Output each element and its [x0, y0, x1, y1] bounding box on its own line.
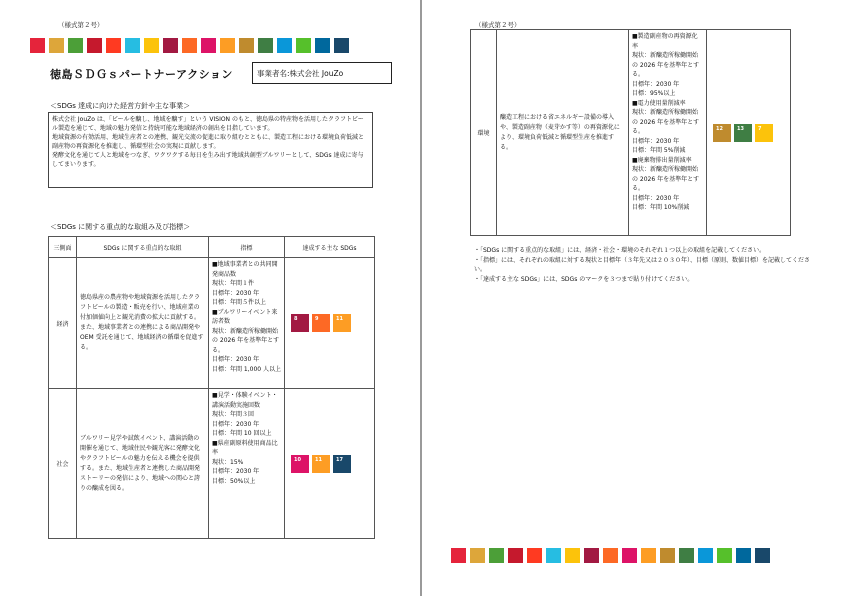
- sdg-goal-8-icon: 8: [291, 314, 309, 332]
- sdg-goal-11-icon: 11: [312, 455, 330, 473]
- indicator-text: ■地域事業者との共同開発商品数 現状：年間１件 目標年：2030 年 目標：年間５件以上 ■ブルワリーイベント来訪者数 現状：新醸造所稼働開始の 2026 年を基準年とする。 目標年：2030 年 目標：年間 1,000 人以上: [212, 261, 281, 373]
- sdg-goal-13-icon: 13: [734, 124, 752, 142]
- table-row: [49, 389, 375, 539]
- sdg-goal-12-icon: 12: [713, 124, 731, 142]
- sdg-color-square: [451, 548, 466, 563]
- sdg-color-square: [106, 38, 121, 53]
- notes: [474, 246, 819, 284]
- note-item: ・「指標」には、それぞれの取組に対する現状と目標年（３年先又は２０３０年）、目標（原則、数値目標）を記載してください。: [474, 256, 811, 273]
- sdg-color-square: [717, 548, 732, 563]
- sdg-color-square: [182, 38, 197, 53]
- sdg-color-square: [641, 548, 656, 563]
- sdg-icons-cell: [285, 389, 375, 539]
- page-right: [423, 0, 842, 596]
- actions-table: [48, 236, 375, 539]
- sdg-color-square: [68, 38, 83, 53]
- sdg-color-square: [49, 38, 64, 53]
- effort-cell: 醸造工程における省エネルギー設備の導入や、製造副産物（麦芽かす等）の再資源化により、環境負荷低減と循環型生産を推進する。: [497, 30, 629, 236]
- note-item: ・「SDGs に関する重点的な取組」には、経済・社会・環境のそれぞれ１つ以上の取組を記載してください。: [474, 247, 766, 254]
- sdg-color-square: [508, 548, 523, 563]
- sdg-color-square: [679, 548, 694, 563]
- sdg-color-square: [584, 548, 599, 563]
- sdg-color-square: [296, 38, 311, 53]
- sdg-color-square: [239, 38, 254, 53]
- table-row: [49, 258, 375, 389]
- page-title: 徳島ＳＤＧｓパートナーアクション: [50, 68, 233, 81]
- sdg-color-square: [277, 38, 292, 53]
- header-indicator: 指標: [209, 237, 285, 258]
- sdg-color-square: [470, 548, 485, 563]
- sdg-color-square: [30, 38, 45, 53]
- sdg-goal-17-icon: 17: [333, 455, 351, 473]
- table-row: [471, 30, 791, 236]
- indicator-cell: [209, 258, 285, 389]
- sdg-goal-11-icon: 11: [333, 314, 351, 332]
- sdg-color-square: [565, 548, 580, 563]
- vision-text: 株式会社 JouZo は、「ビールを醸し、地域を醸す」という VISION のもと、徳島県の特産物を活用したクラフトビール製造を通じて、地域の魅力発信と持続可能な地域経済の創出を目指しています。 地域資源の有効活用、地域生産者との連携、観光交流の促進に取り組むとともに、製造工程における環境負荷低減と副産物の再資源化を推進し、循環型社会の実現に貢献します。 発酵文化を通じて人と地域をつなぎ、ワクワクする毎日を生み出す地域共創型ブルワリーとして、SDGs 達成に寄与してまいります。: [48, 112, 373, 188]
- indicator-cell: [629, 30, 707, 236]
- dimension-cell: 社会: [49, 389, 77, 539]
- sdg-color-square: [144, 38, 159, 53]
- sdg-color-square: [660, 548, 675, 563]
- sdg-color-square: [698, 548, 713, 563]
- note-item: ・「達成する主な SDGs」には、SDGs のマークを３つまで貼り付けてください。: [474, 275, 694, 283]
- header-dimension: 三側面: [49, 237, 77, 258]
- effort-cell: 徳島県産の農産物や地域資源を活用したクラフトビールの製造・販売を行い、地域産業の付加価値向上と観光消費の拡大に貢献する。また、地域事業者との連携による商品開発や OEM 受託を通じて、地域経済の循環を促進する。: [77, 258, 209, 389]
- effort-cell: ブルワリー見学や試飲イベント、講演活動の開催を通じて、地域住民や観光客に発酵文化やクラフトビールの魅力を伝える機会を提供する。また、地域生産者と連携した商品開発ストーリーの発信により、地域への関心と誇りの醸成を図る。: [77, 389, 209, 539]
- vision-heading: ＜SDGs 達成に向けた経営方針や主な事業＞: [50, 102, 191, 110]
- sdg-color-square: [736, 548, 751, 563]
- sdg-icons-cell: [707, 30, 791, 236]
- actions-heading: ＜SDGs に関する重点的な取組み及び指標＞: [50, 223, 191, 231]
- sdg-color-square: [527, 548, 542, 563]
- sdg-goal-9-icon: 9: [312, 314, 330, 332]
- sdg-color-square: [489, 548, 504, 563]
- sdg-color-square: [603, 548, 618, 563]
- sdg-color-square: [258, 38, 273, 53]
- sdg-color-square: [334, 38, 349, 53]
- header-effort: SDGs に関する重点的な取組: [77, 237, 209, 258]
- sdg-color-square: [201, 38, 216, 53]
- sdg-color-strip: [30, 38, 349, 53]
- table-header-row: [49, 237, 375, 258]
- sdg-goal-7-icon: 7: [755, 124, 773, 142]
- sdg-color-square: [163, 38, 178, 53]
- indicator-text: ■見学・体験イベント・講演活動実施回数 現状：年間３回 目標年：2030 年 目標：年間 10 回以上 ■県産副原料使用商品比率 現状：15% 目標年：2030 年 目標：50%以上: [212, 392, 278, 485]
- sdg-color-square: [220, 38, 235, 53]
- form-tag: （様式第２号）: [475, 21, 521, 29]
- sdg-color-strip: [451, 548, 770, 563]
- sdg-color-square: [546, 548, 561, 563]
- sdg-goal-10-icon: 10: [291, 455, 309, 473]
- business-name-box: 事業者名:株式会社 JouZo: [252, 62, 392, 84]
- form-tag: （様式第２号）: [58, 21, 104, 29]
- sdg-color-square: [622, 548, 637, 563]
- indicator-text: ■製造副産物の再資源化率 現状：新醸造所稼働開始の 2026 年を基準年とする。 目標年：2030 年 目標：95%以上 ■電力使用量削減率 現状：新醸造所稼働開始の 2026 年を基準年とする。 目標年：2030 年 目標：年間 5%削減 ■廃棄物排出量削減率 現状：新醸造所稼働開始の 2026 年を基準年とする。 目標年：2030 年 目標：年間 10%削減: [632, 33, 700, 211]
- sdg-color-square: [315, 38, 330, 53]
- sdg-icons-cell: [285, 258, 375, 389]
- dimension-cell: 環境: [471, 30, 497, 236]
- indicator-cell: [209, 389, 285, 539]
- sdg-color-square: [87, 38, 102, 53]
- page-divider: [420, 0, 422, 596]
- dimension-cell: 経済: [49, 258, 77, 389]
- actions-table-continued: [470, 29, 791, 236]
- sdg-color-square: [125, 38, 140, 53]
- sdg-color-square: [755, 548, 770, 563]
- header-goals: 達成する主な SDGs: [285, 237, 375, 258]
